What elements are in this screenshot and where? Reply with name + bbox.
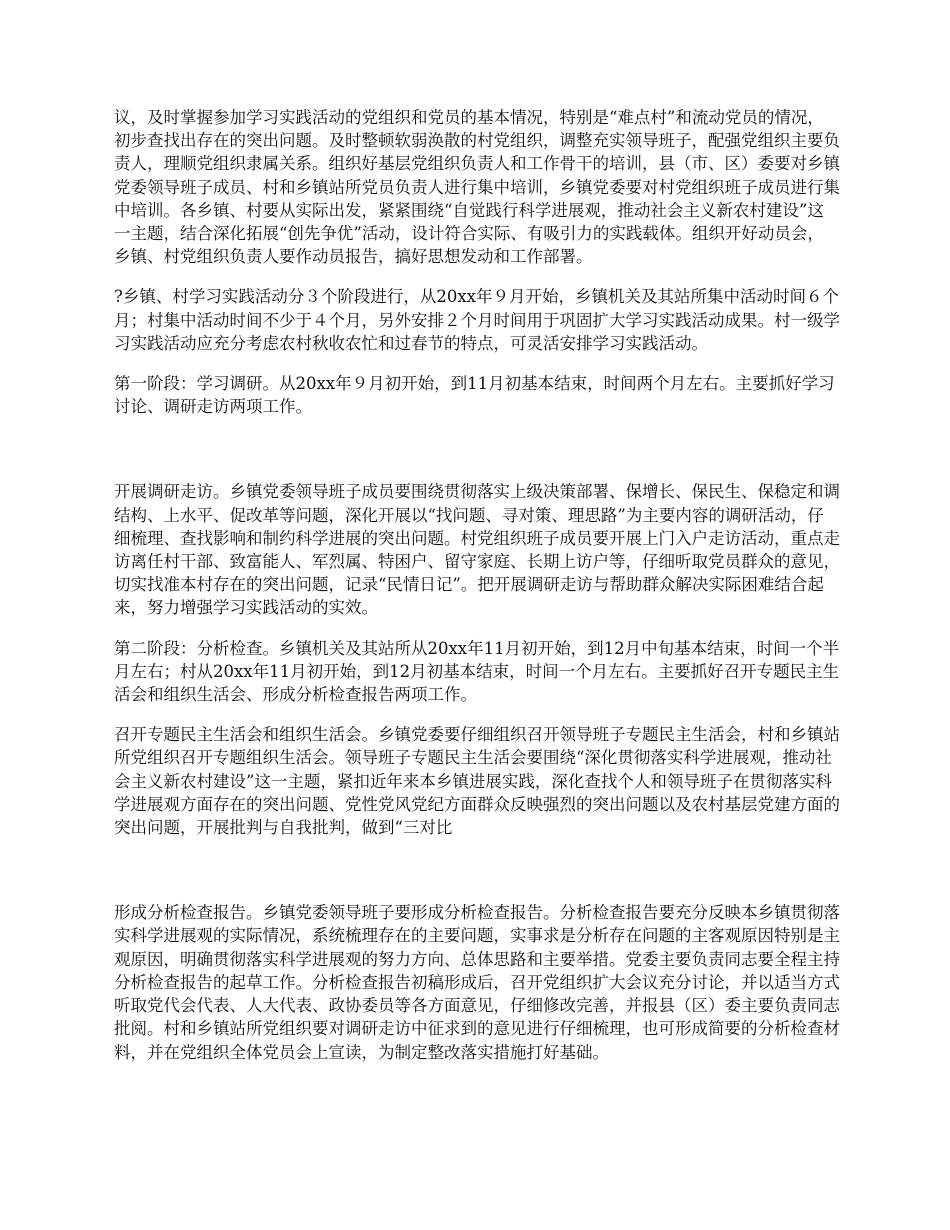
paragraph-stage-two: 第二阶段：分析检查。乡镇机关及其站所从20xx年11月初开始，到12月中旬基本结束，时间一个半月左右；村从20xx年11月初开始，到12月初基本结束，时间一个月左右。主要抓好召开专题民主生活会和组织生活会、形成分析检查报告两项工作。 [114, 638, 840, 705]
paragraph-stage-one: 第一阶段：学习调研。从20xx年９月初开始，到11月初基本结束，时间两个月左右。主要抓好学习讨论、调研走访两项工作。 [114, 374, 835, 417]
paragraph-schedule: ?乡镇、村学习实践活动分３个阶段进行，从20xx年９月开始，乡镇机关及其站所集中活动时间６个月；村集中活动时间不少于４个月，另外安排２个月时间用于巩固扩大学习实践活动成果。村一级学习实践活动应充分考虑农村秋收农忙和过春节的特点，可灵活安排学习实践活动。 [114, 287, 840, 353]
paragraph-life-meetings: 召开专题民主生活会和组织生活会。乡镇党委要仔细组织召开领导班子专题民主生活会，村和乡镇站所党组织召开专题组织生活会。领导班子专题民主生活会要围绕“深化贯彻落实科学进展观，推动社会主义新农村建设”这一主题，紧扣近年来本乡镇进展实践，深化查找个人和领导班子在贯彻落实科学进展观方面存在的突出问题、党性党风党纪方面群众反映强烈的突出问题以及农村基层党建方面的突出问题，开展批判与自我批判，做到“三对比 [114, 725, 840, 838]
document-page [114, 106, 840, 1064]
paragraph-preparation: 议，及时掌握参加学习实践活动的党组织和党员的基本情况，特别是“难点村”和流动党员的情况，初步查找出存在的突出问题。及时整顿软弱涣散的村党组织，调整充实领导班子，配强党组织主要负责人，理顺党组织隶属关系。组织好基层党组织负责人和工作骨干的培训，县（市、区）委要对乡镇党委领导班子成员、村和乡镇站所党员负责人进行集中培训，乡镇党委要对村党组织班子成员进行集中培训。各乡镇、村要从实际出发，紧紧围绕“自觉践行科学进展观，推动社会主义新农村建设”这一主题，结合深化拓展“创先争优”活动，设计符合实际、有吸引力的实践载体。组织开好动员会，乡镇、村党组织负责人要作动员报告，搞好思想发动和工作部署。 [114, 108, 840, 267]
paragraph-research-visits: 开展调研走访。乡镇党委领导班子成员要围绕贯彻落实上级决策部署、保增长、保民生、保稳定和调结构、上水平、促改革等问题，深化开展以“找问题、寻对策、理思路”为主要内容的调研活动，仔细梳理、查找影响和制约科学进展的突出问题。村党组织班子成员要开展上门入户走访活动，重点走访离任村干部、致富能人、军烈属、特困户、留守家庭、长期上访户等，仔细听取党员群众的意见，切实找准本村存在的突出问题，记录“民情日记”。把开展调研走访与帮助群众解决实际困难结合起来，努力增强学习实践活动的实效。 [114, 482, 840, 618]
paragraph-analysis-report: 形成分析检查报告。乡镇党委领导班子要形成分析检查报告。分析检查报告要充分反映本乡镇贯彻落实科学进展观的实际情况，系统梳理存在的主要问题，实事求是分析存在问题的主客观原因特别是主观原因，明确贯彻落实科学进展观的努力方向、总体思路和主要举措。党委主要负责同志要全程主持分析检查报告的起草工作。分析检查报告初稿形成后，召开党组织扩大会议充分讨论，并以适当方式听取党代会代表、人大代表、政协委员等各方面意见，仔细修改完善，并报县（区）委主要负责同志批阅。村和乡镇站所党组织要对调研走访中征求到的意见进行仔细梳理，也可形成简要的分析检查材料，并在党组织全体党员会上宣读，为制定整改落实措施打好基础。 [114, 903, 840, 1062]
